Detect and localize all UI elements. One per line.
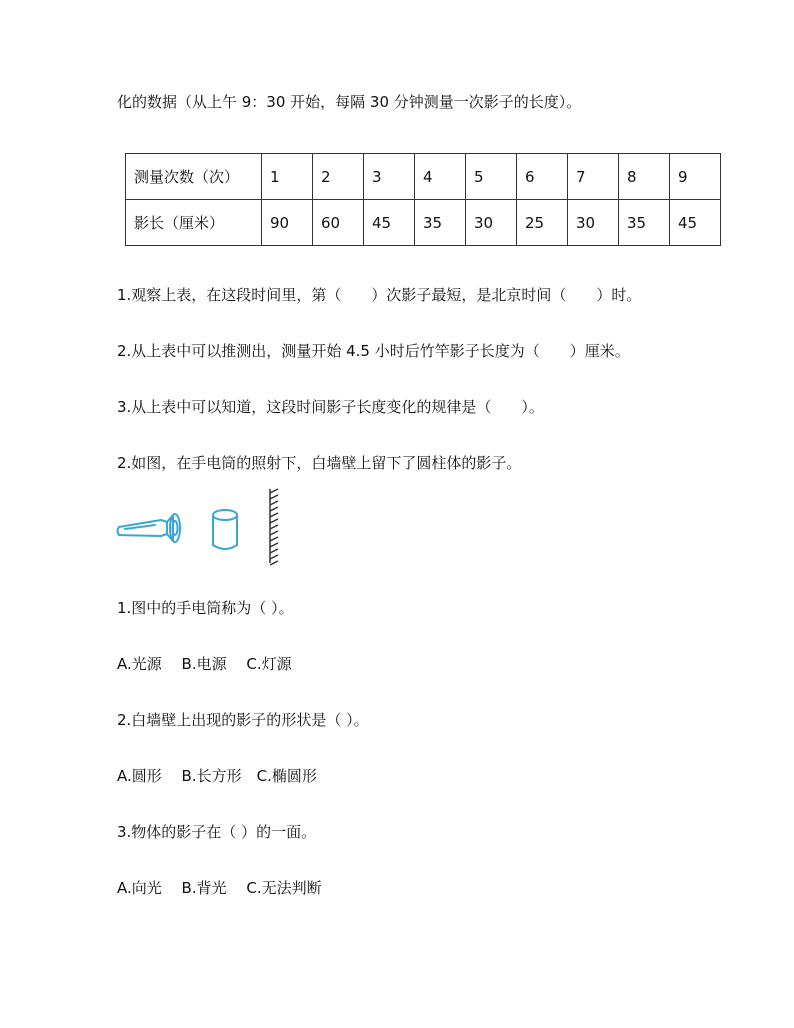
- cylinder-icon: [213, 510, 237, 549]
- table-cell: 90: [262, 200, 313, 246]
- question-2-3: 3.物体的影子在（ ）的一面。: [117, 823, 317, 841]
- table-cell: 1: [262, 154, 313, 200]
- shadow-data-table: [125, 153, 721, 246]
- question-2-2: 2.白墙壁上出现的影子的形状是（ ）。: [117, 711, 369, 729]
- question-2-2-options: A.圆形 B.长方形 C.椭圆形: [117, 767, 317, 785]
- question-1-1: 1.观察上表，在这段时间里，第（ ）次影子最短，是北京时间（ ）时。: [117, 286, 642, 304]
- table-cell: 30: [568, 200, 619, 246]
- flashlight-cylinder-wall-figure: [115, 487, 295, 567]
- table-cell: 2: [313, 154, 364, 200]
- question-1-2: 2.从上表中可以推测出，测量开始 4.5 小时后竹竿影子长度为（ ）厘米。: [117, 342, 630, 360]
- question-2-1: 1.图中的手电筒称为（ ）。: [117, 599, 294, 617]
- flashlight-icon: [118, 514, 181, 542]
- table-cell: 30: [466, 200, 517, 246]
- table-cell: 35: [415, 200, 466, 246]
- table-cell: 5: [466, 154, 517, 200]
- table-row: [126, 154, 721, 200]
- row-header: 测量次数（次）: [126, 154, 262, 200]
- intro-text: 化的数据（从上午 9：30 开始，每隔 30 分钟测量一次影子的长度）。: [117, 93, 582, 111]
- table-cell: 60: [313, 200, 364, 246]
- question-2-3-options: A.向光 B.背光 C.无法判断: [117, 879, 322, 897]
- table-cell: 25: [517, 200, 568, 246]
- table-cell: 4: [415, 154, 466, 200]
- table-cell: 35: [619, 200, 670, 246]
- table-cell: 45: [364, 200, 415, 246]
- table-cell: 7: [568, 154, 619, 200]
- table-cell: 6: [517, 154, 568, 200]
- row-header: 影长（厘米）: [126, 200, 262, 246]
- question-2-1-options: A.光源 B.电源 C.灯源: [117, 655, 292, 673]
- question-1-3: 3.从上表中可以知道，这段时间影子长度变化的规律是（ ）。: [117, 398, 544, 416]
- table-cell: 9: [670, 154, 721, 200]
- table-row: [126, 200, 721, 246]
- wall-icon: [270, 489, 278, 565]
- question-2-title: 2.如图，在手电筒的照射下，白墙壁上留下了圆柱体的影子。: [117, 454, 522, 472]
- table-cell: 8: [619, 154, 670, 200]
- table-cell: 45: [670, 200, 721, 246]
- table-cell: 3: [364, 154, 415, 200]
